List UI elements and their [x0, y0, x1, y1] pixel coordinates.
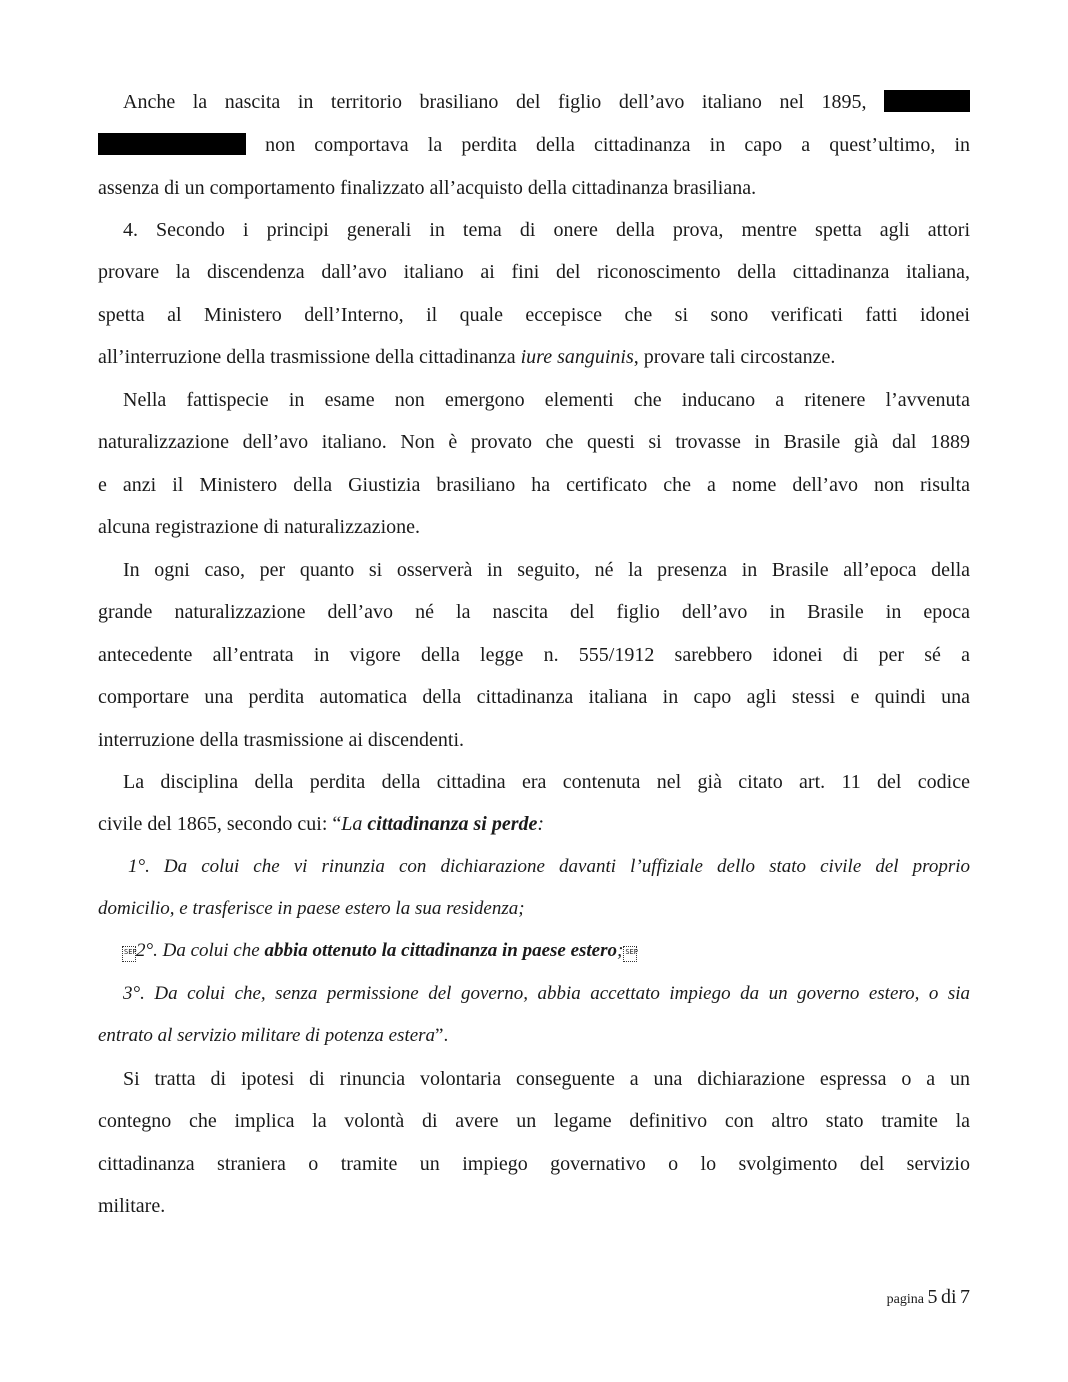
- paragraph-5-line-2: [98, 810, 970, 838]
- quote-text: La: [341, 813, 368, 835]
- sep-control-glyph: SEP: [122, 946, 136, 962]
- quote-text: ;: [617, 940, 624, 961]
- page-of-label: di: [940, 1286, 957, 1308]
- sep-control-glyph: SEP: [623, 946, 637, 962]
- paragraph-6-line-2: contegno che implica la volontà di avere un legame definitivo con altro stato tramite la: [98, 1110, 970, 1132]
- page-number-footer: [887, 1287, 970, 1310]
- quote-item-1-line-1: 1°. Da colui che vi rinunzia con dichiarazione davanti l’uffiziale dello stato civile del proprio: [128, 856, 970, 877]
- total-pages-number: 7: [960, 1286, 970, 1308]
- paragraph-3-line-3: e anzi il Ministero della Giustizia brasiliano ha certificato che a nome dell’avo non risulta: [98, 474, 970, 496]
- paragraph-2-line-1: 4. Secondo i principi generali in tema di onere della prova, mentre spetta agli attori: [123, 219, 970, 241]
- quote-item-3-line-1: 3°. Da colui che, senza permissione del governo, abbia accettato impiego da un governo estero, o sia: [123, 983, 970, 1004]
- paragraph-3-line-2: naturalizzazione dell’avo italiano. Non è provato che questi si trovasse in Brasile già dal 1889: [98, 431, 970, 453]
- paragraph-1-line-1: [123, 88, 970, 116]
- latin-term: iure sanguinis: [520, 346, 634, 368]
- paragraph-4-line-1: In ogni caso, per quanto si osserverà in seguito, né la presenza in Brasile all’epoca della: [123, 559, 970, 581]
- quote-text: :: [537, 813, 545, 835]
- paragraph-1-line-3: assenza di un comportamento finalizzato all’acquisto della cittadinanza brasiliana.: [98, 177, 757, 199]
- paragraph-6-line-1: Si tratta di ipotesi di rinuncia volontaria conseguente a una dichiarazione espressa o a un: [123, 1068, 970, 1090]
- paragraph-4-line-2: grande naturalizzazione dell’avo né la nascita del figlio dell’avo in Brasile in epoca: [98, 601, 970, 623]
- paragraph-3-line-4: alcuna registrazione di naturalizzazione.: [98, 516, 421, 538]
- redacted-name-block: [98, 133, 246, 155]
- paragraph-4-line-4: comportare una perdita automatica della cittadinanza italiana in capo agli stessi e quindi una: [98, 686, 970, 708]
- paragraph-6-line-3: cittadinanza straniera o tramite un impiego governativo o lo svolgimento del servizio: [98, 1153, 970, 1175]
- quote-text: 2°. Da colui che: [136, 940, 265, 961]
- paragraph-text: Anche la nascita in territorio brasiliano del figlio dell’avo italiano nel 1895,: [123, 91, 867, 113]
- current-page-number: 5: [927, 1286, 938, 1308]
- bold-quote-text: cittadinanza si perde: [367, 813, 538, 835]
- paragraph-5-line-1: La disciplina della perdita della cittadina era contenuta nel già citato art. 11 del codice: [123, 771, 970, 793]
- paragraph-text: all’interruzione della trasmissione della cittadinanza: [98, 346, 521, 368]
- quote-item-1-line-2: domicilio, e trasferisce in paese estero la sua residenza;: [98, 898, 525, 919]
- paragraph-3-line-1: Nella fattispecie in esame non emergono elementi che inducano a ritenere l’avvenuta: [123, 389, 970, 411]
- paragraph-4-line-5: interruzione della trasmissione ai discendenti.: [98, 729, 464, 751]
- quote-text: entrato al servizio militare di potenza estera: [98, 1025, 436, 1046]
- redacted-name-block: [884, 90, 970, 112]
- page-label: pagina: [886, 1292, 924, 1307]
- paragraph-text: , provare tali circostanze.: [633, 346, 836, 368]
- bold-quote-text: abbia ottenuto la cittadinanza in paese estero: [264, 940, 618, 961]
- closing-quote: ”.: [435, 1025, 449, 1046]
- paragraph-1-line-2: [98, 131, 970, 159]
- paragraph-2-line-2: provare la discendenza dall’avo italiano ai fini del riconoscimento della cittadinanza italiana,: [98, 261, 970, 283]
- paragraph-6-line-4: militare.: [98, 1195, 166, 1217]
- paragraph-2-line-3: spetta al Ministero dell’Interno, il quale eccepisce che si sono verificati fatti idonei: [98, 304, 970, 326]
- quote-item-2: [122, 937, 970, 965]
- paragraph-2-line-4: [98, 343, 970, 371]
- paragraph-text: non comportava la perdita della cittadinanza in capo a quest’ultimo, in: [265, 134, 970, 156]
- quote-item-3-line-2: [98, 1022, 970, 1050]
- paragraph-text: civile del 1865, secondo cui: “: [98, 813, 342, 835]
- paragraph-4-line-3: antecedente all’entrata in vigore della legge n. 555/1912 sarebbero idonei di per sé a: [98, 644, 970, 666]
